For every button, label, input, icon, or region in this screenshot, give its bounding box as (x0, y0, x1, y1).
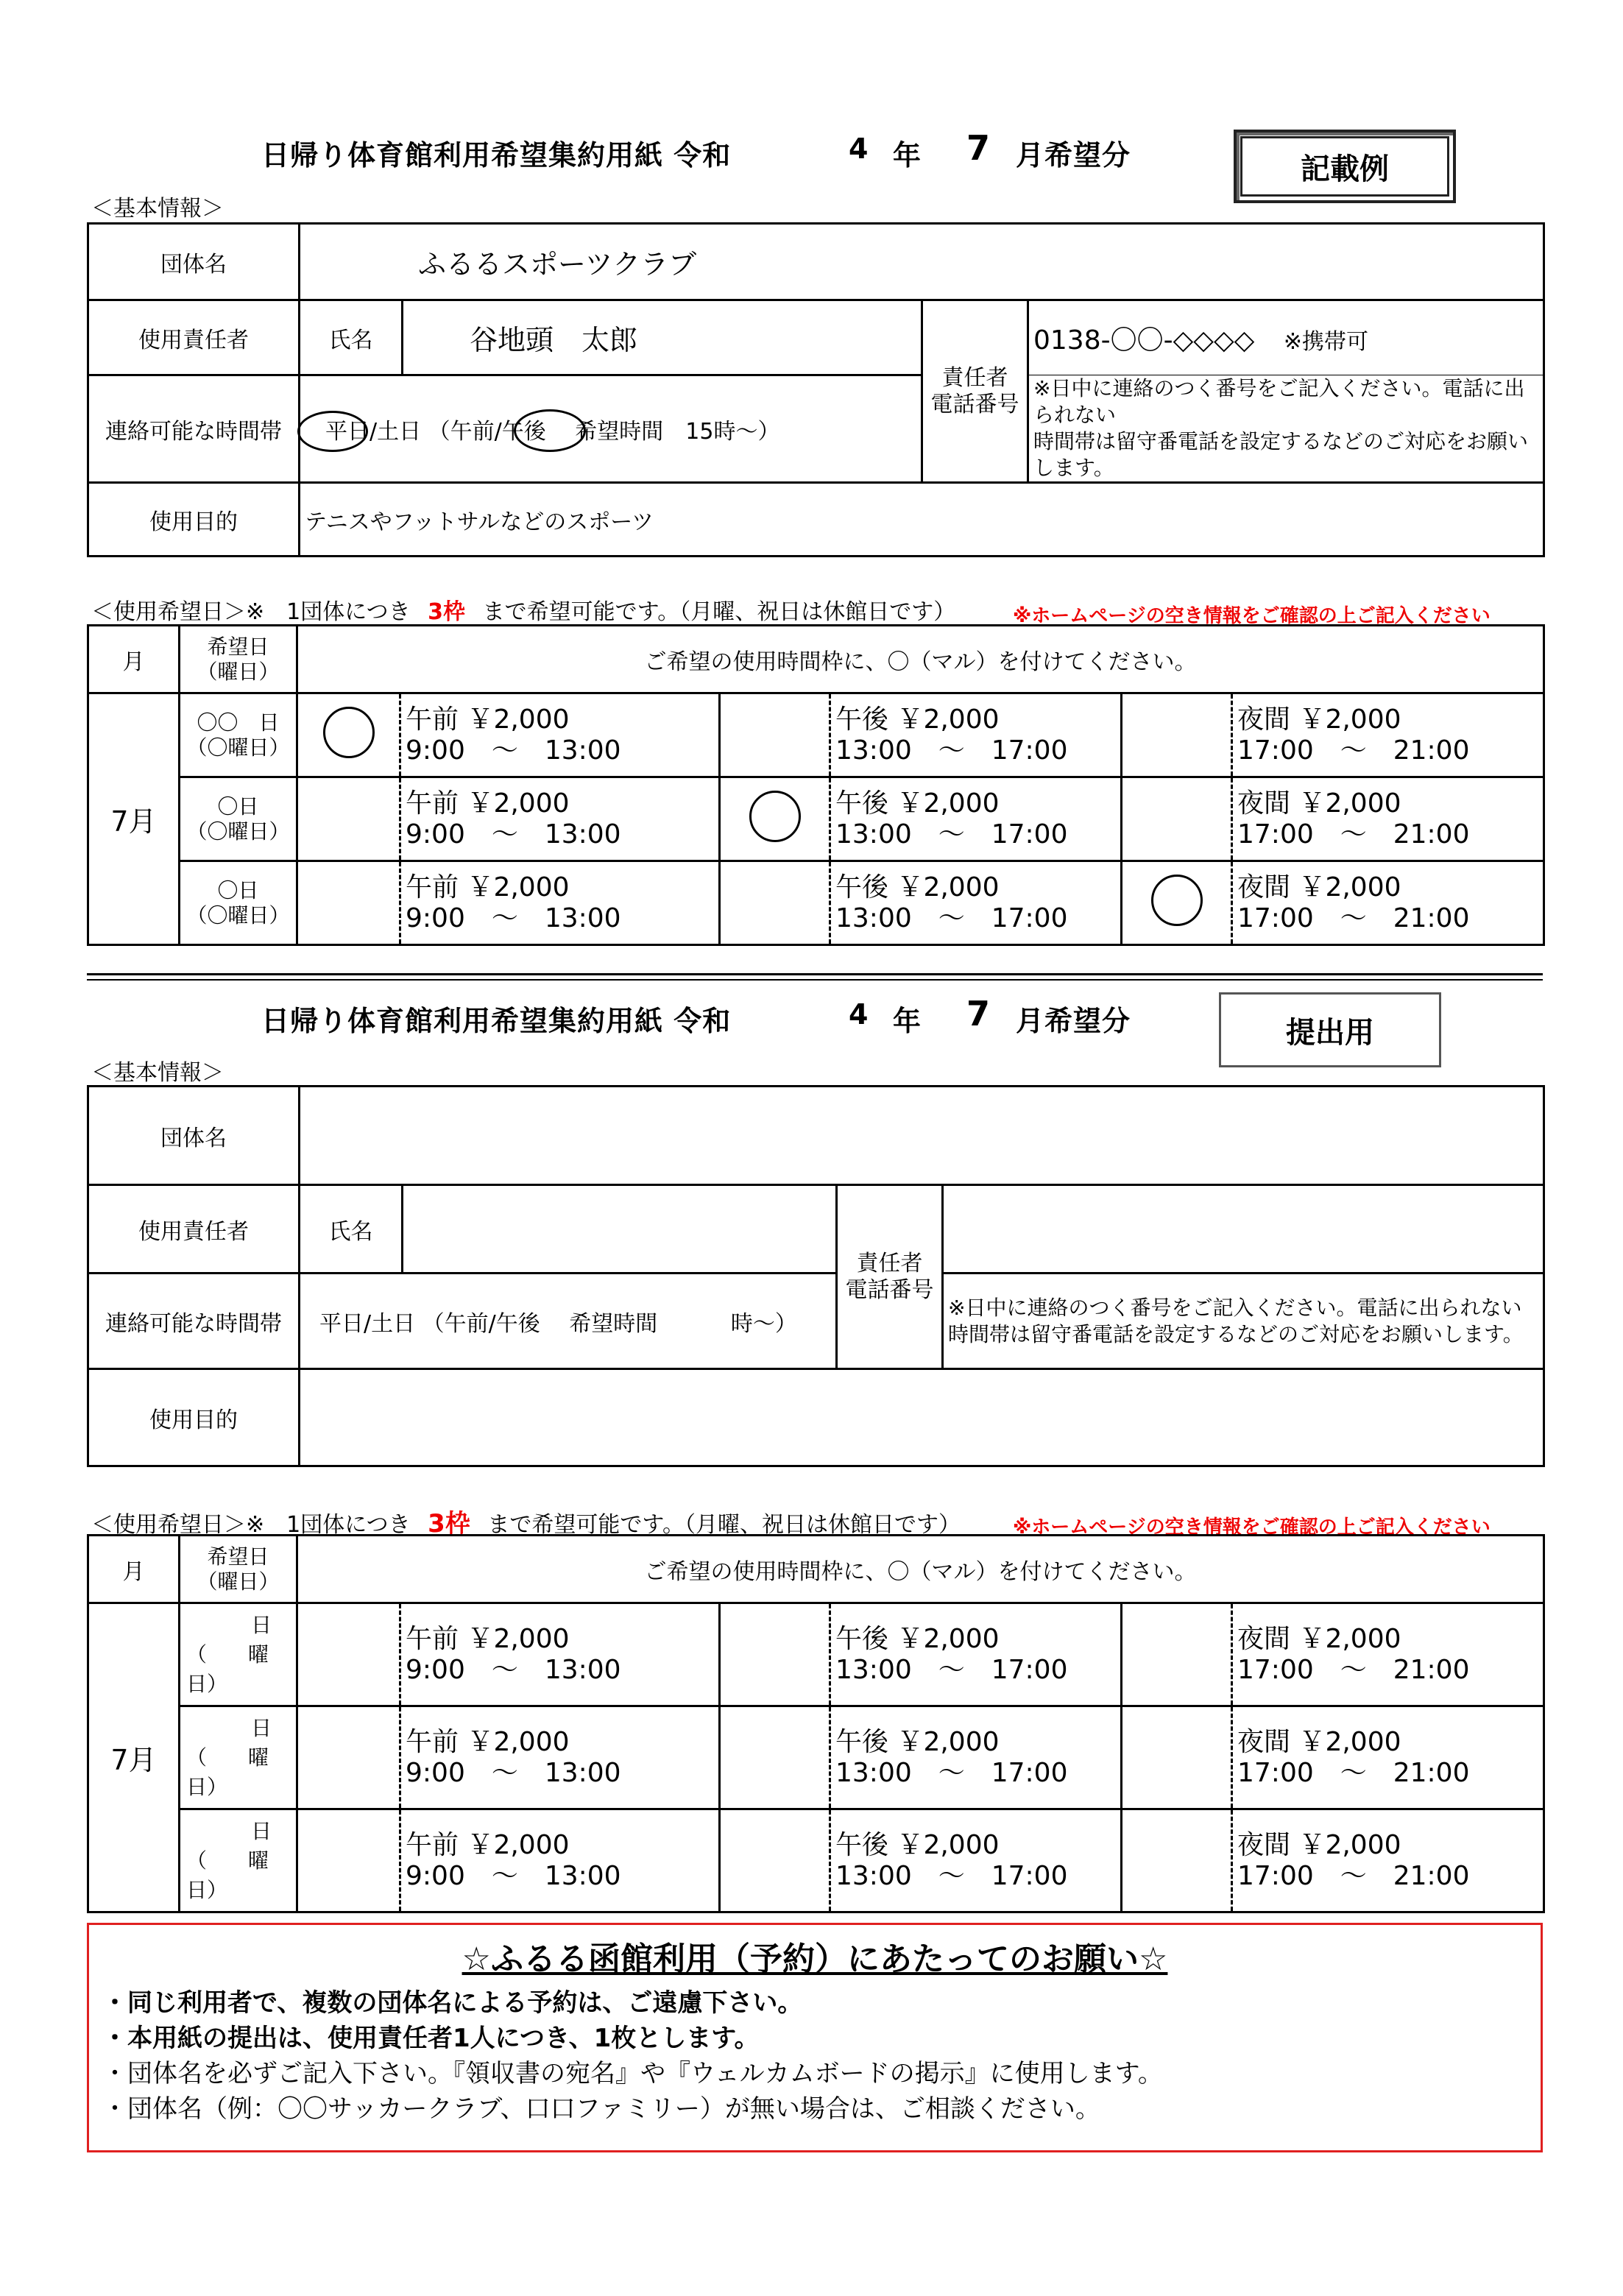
notice-title: ☆ふるる函館利用（予約）にあたってのお願い☆ (462, 1940, 1168, 1978)
slot-morning (400, 693, 720, 777)
slot-check-afternoon[interactable] (720, 1706, 830, 1809)
slot-check-afternoon[interactable] (720, 1603, 830, 1706)
notice-box (87, 1923, 1543, 2152)
slot-time: 9:00 ～ 13:00 (406, 1757, 621, 1788)
usage-header-part2: まで希望可能です。（月曜、祝日は休館日です） (482, 599, 956, 625)
contact-time-value[interactable] (300, 375, 922, 483)
slot-afternoon (830, 693, 1122, 777)
slot-time: 13:00 ～ 17:00 (835, 735, 1068, 766)
slot-name: 午前 ￥2,000 (406, 872, 570, 902)
col-instruction: ご希望の使用時間枠に、〇（マル）を付けてください。 (297, 1536, 1544, 1603)
phone-mobile-note: ※携帯可 (1283, 328, 1369, 355)
slot-name: 午前 ￥2,000 (406, 1623, 570, 1654)
slot-night (1232, 861, 1544, 945)
slot-check-morning[interactable] (297, 1809, 400, 1912)
slot-time: 13:00 ～ 17:00 (835, 1654, 1068, 1685)
slot-name: 午後 ￥2,000 (835, 1726, 1000, 1757)
selected-circle-mark (323, 707, 375, 758)
weekday-value: （〇曜日） (186, 902, 290, 928)
manager-label: 使用責任者 (88, 300, 300, 375)
year-unit: 年 (893, 139, 922, 172)
phone-note-cell (1028, 375, 1544, 483)
col-instruction: ご希望の使用時間枠に、〇（マル）を付けてください。 (297, 626, 1544, 693)
slot-night (1232, 777, 1544, 861)
slot-afternoon (830, 1603, 1122, 1706)
slot-name: 夜間 ￥2,000 (1237, 1623, 1401, 1654)
slot-name: 午後 ￥2,000 (835, 1829, 1000, 1860)
slot-time: 13:00 ～ 17:00 (835, 902, 1068, 933)
col-date-header (180, 1536, 297, 1603)
slot-time: 9:00 ～ 13:00 (406, 1654, 621, 1685)
phone-note-line1: ※日中に連絡のつく番号をご記入ください。電話に出られない (948, 1295, 1522, 1320)
notice-list (89, 1985, 1541, 2127)
col-date-header-line1: 希望日 (207, 634, 269, 659)
date-cell[interactable] (180, 1809, 297, 1912)
slot-night (1232, 1706, 1544, 1809)
slot-afternoon (830, 1809, 1122, 1912)
phone-value: 0138-〇〇-◇◇◇◇ (1033, 325, 1255, 356)
purpose-label: 使用目的 (88, 483, 300, 557)
notice-line: ・本用紙の提出は、使用責任者1人につき、1枚とします。 (102, 2024, 760, 2053)
phone-label-line1: 責任者 (856, 1250, 923, 1276)
date-cell[interactable] (180, 693, 297, 777)
date-value: 日 (251, 1818, 272, 1843)
contact-time-text: 平日/土日 （午前/午後 希望時間 15時～） (325, 418, 780, 445)
phone-note-line2: 時間帯は留守番電話を設定するなどのご対応をお願いします。 (1033, 429, 1529, 480)
section-divider-inner (87, 979, 1543, 981)
slot-name: 午前 ￥2,000 (406, 704, 570, 735)
phone-label-line1: 責任者 (941, 364, 1008, 391)
slot-night (1232, 693, 1544, 777)
weekday-circle-mark (297, 411, 368, 452)
form-title: 日帰り体育館利用希望集約用紙 令和 (261, 139, 732, 172)
slot-time: 9:00 ～ 13:00 (406, 735, 621, 766)
slot-check-night[interactable] (1122, 1603, 1232, 1706)
col-date-header (180, 626, 297, 693)
slot-time: 13:00 ～ 17:00 (835, 1860, 1068, 1891)
slot-name: 午後 ￥2,000 (835, 872, 1000, 902)
slot-time: 17:00 ～ 21:00 (1237, 902, 1470, 933)
slot-name: 夜間 ￥2,000 (1237, 704, 1401, 735)
usage-red-note: ※ホームページの空き情報をご確認の上ご記入ください (1013, 1516, 1491, 1539)
slot-check-morning[interactable] (297, 1603, 400, 1706)
month-value: 7 (966, 128, 991, 168)
col-month-header: 月 (88, 1536, 180, 1603)
slot-name: 夜間 ￥2,000 (1237, 1829, 1401, 1860)
slot-check-morning[interactable] (297, 861, 400, 945)
phone-input[interactable] (943, 1185, 1544, 1274)
slot-afternoon (830, 777, 1122, 861)
usage-header (91, 593, 955, 626)
slot-check-morning[interactable] (297, 1706, 400, 1809)
date-cell[interactable] (180, 1706, 297, 1809)
weekday-value: （〇曜日） (186, 819, 290, 844)
year-unit: 年 (893, 1005, 922, 1037)
basic-info-label: ＜基本情報＞ (91, 1060, 224, 1086)
usage-header-part2: まで希望可能です。（月曜、祝日は休館日です） (487, 1512, 961, 1538)
phone-label (922, 300, 1028, 483)
slot-night (1232, 1603, 1544, 1706)
date-value: 日 (251, 1612, 272, 1637)
slot-check-morning[interactable] (297, 777, 400, 861)
group-name-input[interactable] (300, 1087, 1544, 1185)
section-divider (87, 973, 1543, 975)
slot-check-afternoon[interactable] (720, 693, 830, 777)
slot-name: 夜間 ￥2,000 (1237, 872, 1401, 902)
slot-name: 夜間 ￥2,000 (1237, 788, 1401, 819)
manager-label: 使用責任者 (88, 1185, 300, 1274)
slot-check-night[interactable] (1122, 777, 1232, 861)
slot-check-afternoon[interactable] (720, 1809, 830, 1912)
year-value: 4 (849, 998, 869, 1031)
slot-morning (400, 1706, 720, 1809)
date-cell[interactable] (180, 777, 297, 861)
slot-time: 13:00 ～ 17:00 (835, 819, 1068, 849)
phone-note-line1: ※日中に連絡のつく番号をご記入ください。電話に出られない (1033, 376, 1525, 427)
date-cell[interactable] (180, 861, 297, 945)
submission-badge: 提出用 (1219, 992, 1441, 1067)
month-value: 7 (966, 994, 991, 1034)
slot-check-morning[interactable] (297, 693, 400, 777)
group-name-label: 団体名 (88, 224, 300, 300)
group-name-label: 団体名 (88, 1087, 300, 1185)
col-date-header-line1: 希望日 (207, 1544, 269, 1569)
contact-time-label: 連絡可能な時間帯 (88, 375, 300, 483)
phone-value-cell[interactable] (1028, 300, 1544, 375)
date-value: 〇日 (217, 794, 259, 819)
submission-basic-info-table (87, 1085, 1545, 1467)
slot-time: 9:00 ～ 13:00 (406, 819, 621, 849)
slot-name: 午後 ￥2,000 (835, 1623, 1000, 1654)
usage-limit: 3枠 (428, 599, 466, 625)
selected-circle-mark (749, 791, 801, 842)
slot-time: 17:00 ～ 21:00 (1237, 1757, 1470, 1788)
usage-red-note: ※ホームページの空き情報をご確認の上ご記入ください (1013, 605, 1491, 627)
contact-time-input[interactable]: 平日/土日 （午前/午後 希望時間 時～） (300, 1274, 837, 1369)
slot-check-night[interactable] (1122, 861, 1232, 945)
slot-check-afternoon[interactable] (720, 777, 830, 861)
notice-line: ・団体名を必ずご記入下さい。『領収書の宛名』や『ウェルカムボードの掲示』に使用します。 (102, 2059, 1163, 2088)
purpose-input[interactable] (300, 1369, 1544, 1466)
slot-time: 17:00 ～ 21:00 (1237, 819, 1470, 849)
form-title: 日帰り体育館利用希望集約用紙 令和 (261, 1005, 732, 1037)
purpose-label: 使用目的 (88, 1369, 300, 1466)
purpose-value[interactable]: テニスやフットサルなどのスポーツ (300, 483, 1544, 557)
slot-morning (400, 1809, 720, 1912)
slot-morning (400, 1603, 720, 1706)
date-value: 〇日 (217, 877, 259, 902)
slot-check-night[interactable] (1122, 1809, 1232, 1912)
col-date-header-line2: （曜日） (197, 1569, 280, 1594)
slot-name: 午前 ￥2,000 (406, 1726, 570, 1757)
slot-time: 17:00 ～ 21:00 (1237, 1860, 1470, 1891)
contact-time-label: 連絡可能な時間帯 (88, 1274, 300, 1369)
notice-line: ・同じ利用者で、複数の団体名による予約は、ご遠慮下さい。 (102, 1988, 803, 2018)
slot-afternoon (830, 861, 1122, 945)
year-value: 4 (849, 133, 869, 165)
selected-circle-mark (1151, 875, 1203, 926)
month-unit: 月希望分 (1016, 139, 1131, 172)
month-cell: 7月 (88, 693, 180, 945)
usage-header-part1: ＜使用希望日＞※ 1団体につき (91, 599, 411, 625)
phone-note-cell (943, 1274, 1544, 1369)
slot-time: 17:00 ～ 21:00 (1237, 1654, 1470, 1685)
slot-morning (400, 777, 720, 861)
slot-morning (400, 861, 720, 945)
month-cell: 7月 (88, 1603, 180, 1912)
month-unit: 月希望分 (1016, 1005, 1131, 1037)
date-value: 〇〇 日 (197, 710, 280, 735)
slot-time: 9:00 ～ 13:00 (406, 902, 621, 933)
submission-schedule-table (87, 1534, 1545, 1913)
slot-check-night[interactable] (1122, 1706, 1232, 1809)
slot-time: 13:00 ～ 17:00 (835, 1757, 1068, 1788)
slot-name: 夜間 ￥2,000 (1237, 1726, 1401, 1757)
date-value: 日 (251, 1715, 272, 1740)
phone-note-line2: 時間帯は留守番電話を設定するなどのご対応をお願いします。 (948, 1321, 1524, 1346)
phone-label (837, 1185, 943, 1369)
weekday-value: （〇曜日） (186, 735, 290, 760)
basic-info-label: ＜基本情報＞ (91, 196, 224, 222)
slot-name: 午後 ￥2,000 (835, 704, 1000, 735)
name-label: 氏名 (300, 300, 403, 375)
slot-night (1232, 1809, 1544, 1912)
phone-label-line2: 電話番号 (930, 391, 1019, 417)
slot-check-afternoon[interactable] (720, 861, 830, 945)
example-badge: 記載例 (1234, 130, 1456, 203)
weekday-value: （ 曜日） (186, 1642, 269, 1696)
manager-name-input[interactable] (403, 1185, 837, 1274)
weekday-value: （ 曜日） (186, 1848, 269, 1902)
phone-label-line2: 電話番号 (845, 1276, 934, 1303)
slot-name: 午前 ￥2,000 (406, 788, 570, 819)
slot-name: 午前 ￥2,000 (406, 1829, 570, 1860)
group-name-value[interactable]: ふるるスポーツクラブ (300, 224, 1544, 300)
afternoon-circle-mark (514, 409, 586, 452)
notice-line: ・団体名（例：〇〇サッカークラブ、口口ファミリー）が無い場合は、ご相談ください。 (102, 2094, 1100, 2124)
example-basic-info-table (87, 222, 1545, 557)
col-date-header-line2: （曜日） (197, 659, 280, 684)
slot-time: 17:00 ～ 21:00 (1237, 735, 1470, 766)
slot-afternoon (830, 1706, 1122, 1809)
example-schedule-table (87, 624, 1545, 946)
manager-name-value[interactable]: 谷地頭 太郎 (403, 300, 922, 375)
usage-limit: 3枠 (428, 1509, 470, 1539)
slot-check-night[interactable] (1122, 693, 1232, 777)
usage-header-part1: ＜使用希望日＞※ 1団体につき (91, 1512, 411, 1538)
date-cell[interactable] (180, 1603, 297, 1706)
slot-time: 9:00 ～ 13:00 (406, 1860, 621, 1891)
name-label: 氏名 (300, 1185, 403, 1274)
weekday-value: （ 曜日） (186, 1745, 269, 1799)
slot-name: 午後 ￥2,000 (835, 788, 1000, 819)
col-month-header: 月 (88, 626, 180, 693)
